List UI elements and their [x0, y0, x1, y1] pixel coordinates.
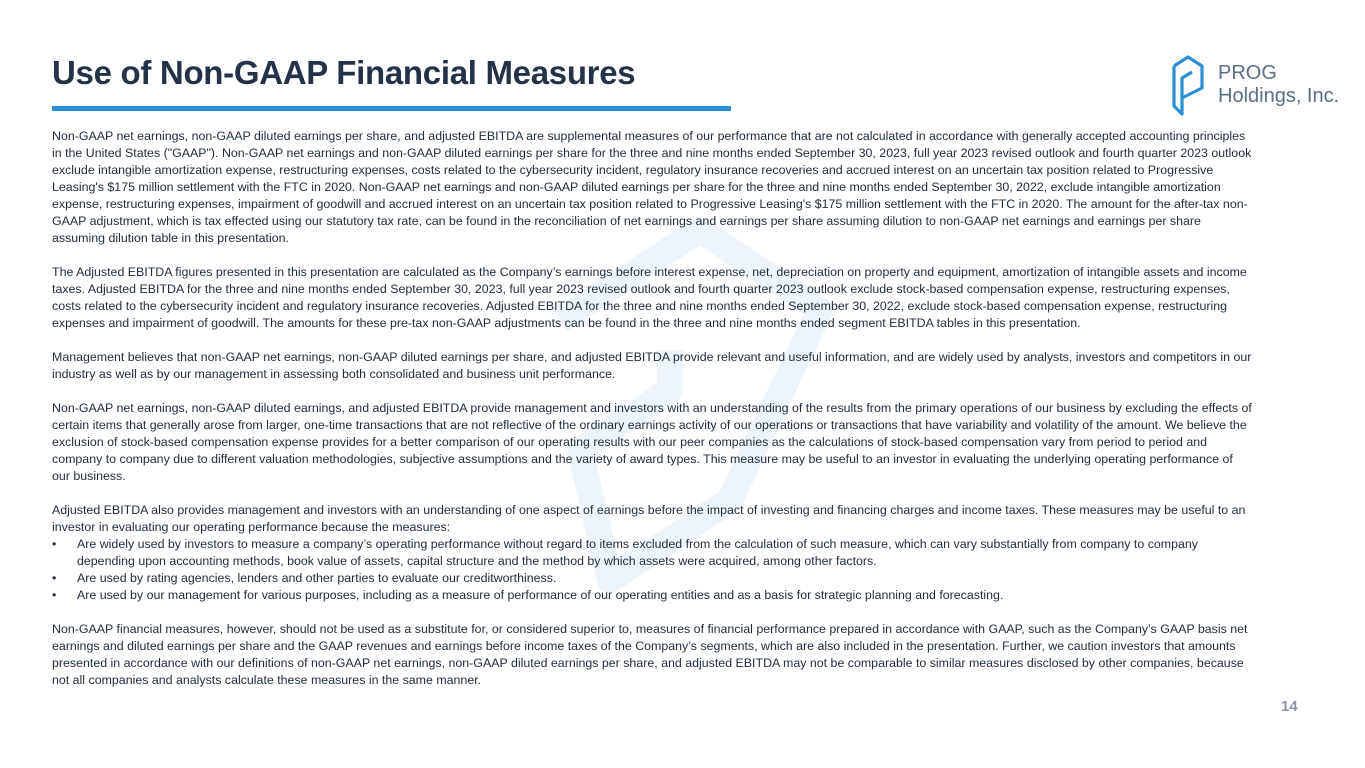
bullet-icon: •	[52, 588, 57, 602]
list-item-text: Are used by rating agencies, lenders and other parties to evaluate our creditworthiness.	[77, 571, 557, 585]
paragraph-ebitda-usefulness: Adjusted EBITDA also provides management and investors with an understanding of one aspect of earnings before the impact of investing and financing charges and income taxes. These measures may be useful to an investor in evaluating our operating performance because the measures:	[52, 503, 1246, 534]
paragraph-management-belief: Management believes that non-GAAP net earnings, non-GAAP diluted earnings per share, and adjusted EBITDA provide relevant and useful information, and are widely used by analysts, investors and competitors in our industry as well as by our management in assessing both consolidated and business unit performance.	[52, 350, 1252, 381]
company-logo	[1170, 54, 1360, 118]
logo-line-2: Holdings, Inc.	[1218, 85, 1340, 107]
list-item-text: Are widely used by investors to measure a company’s operating performance without regard to items excluded from the calculation of such measure, which can vary substantially from company to company depending upon accounting methods, book value of assets, capital structure and the method by which assets were acquired, among other factors.	[77, 537, 1198, 568]
prog-logo-mark-icon	[1170, 54, 1210, 118]
logo-wordmark	[1218, 62, 1339, 108]
logo-line-1: PROG	[1218, 62, 1277, 84]
paragraph-closing-caution: Non-GAAP financial measures, however, should not be used as a substitute for, or considered superior to, measures of financial performance prepared in accordance with GAAP, such as the Company’s GAAP basis net earnings and diluted earnings per share and the GAAP revenues and earnings before income taxes of the Company’s segments, which are also included in the presentation. Further, we caution investors that amounts presented in accordance with our definitions of non-GAAP net earnings, non-GAAP diluted earnings per share, and adjusted EBITDA may not be comparable to similar measures disclosed by other companies, because not all companies and analysts calculate these measures in the same manner.	[52, 622, 1248, 687]
list-item	[52, 587, 1252, 604]
bullet-icon: •	[52, 537, 57, 551]
measures-bullet-list	[52, 536, 1252, 604]
body-content	[52, 128, 1252, 706]
page-number: 14	[1281, 698, 1298, 715]
paragraph-understanding-results: Non-GAAP net earnings, non-GAAP diluted earnings, and adjusted EBITDA provide management and investors with an understanding of the results from the primary operations of our business by excluding the effects of certain items that generally arose from larger, one-time transactions that are not reflective of the ordinary earnings activity of our operations or transactions that have variability and volatility of the amount. We believe the exclusion of stock-based compensation expense provides for a better comparison of our operating results with our peer companies as the calculations of stock-based compensation vary from period to period and company to company due to different valuation methodologies, subjective assumptions and the variety of award types. This measure may be useful to an investor in evaluating the underlying operating performance of our business.	[52, 401, 1252, 483]
title-underline	[52, 106, 731, 111]
list-item	[52, 536, 1252, 570]
list-item-text: Are used by our management for various purposes, including as a measure of performance of our operating entities and as a basis for strategic planning and forecasting.	[77, 588, 1004, 602]
paragraph-adjusted-ebitda-definition: The Adjusted EBITDA figures presented in this presentation are calculated as the Company’s earnings before interest expense, net, depreciation on property and equipment, amortization of intangible assets and income taxes. Adjusted EBITDA for the three and nine months ended September 30, 2023, full year 2023 revised outlook and fourth quarter 2023 outlook exclude stock-based compensation expense, restructuring expenses, costs related to the cybersecurity incident and regulatory insurance recoveries. Adjusted EBITDA for the three and nine months ended September 30, 2022, exclude stock-based compensation expense, restructuring expenses and impairment of goodwill. The amounts for these pre-tax non-GAAP adjustments can be found in the three and nine months ended segment EBITDA tables in this presentation.	[52, 265, 1247, 330]
paragraph-non-gaap-definition: Non-GAAP net earnings, non-GAAP diluted earnings per share, and adjusted EBITDA are supplemental measures of our performance that are not calculated in accordance with generally accepted accounting principles in the United States ("GAAP"). Non-GAAP net earnings and non-GAAP diluted earnings per share for the three and nine months ended September 30, 2023, full year 2023 revised outlook and fourth quarter 2023 outlook exclude intangible amortization expense, restructuring expenses, costs related to the cybersecurity incident, regulatory insurance recoveries and accrued interest on an uncertain tax position related to Progressive Leasing's $175 million settlement with the FTC in 2020. Non-GAAP net earnings and non-GAAP diluted earnings per share for the three and nine months ended September 30, 2022, exclude intangible amortization expense, restructuring expenses, impairment of goodwill and accrued interest on an uncertain tax position related to Progressive Leasing's $175 million settlement with the FTC in 2020. The amount for the after-tax non-GAAP adjustment, which is tax effected using our statutory tax rate, can be found in the reconciliation of net earnings and earnings per share assuming dilution to non-GAAP net earnings and earnings per share assuming dilution table in this presentation.	[52, 129, 1252, 245]
page-title: Use of Non-GAAP Financial Measures	[52, 54, 636, 91]
list-item	[52, 570, 1252, 587]
bullet-icon: •	[52, 571, 57, 585]
